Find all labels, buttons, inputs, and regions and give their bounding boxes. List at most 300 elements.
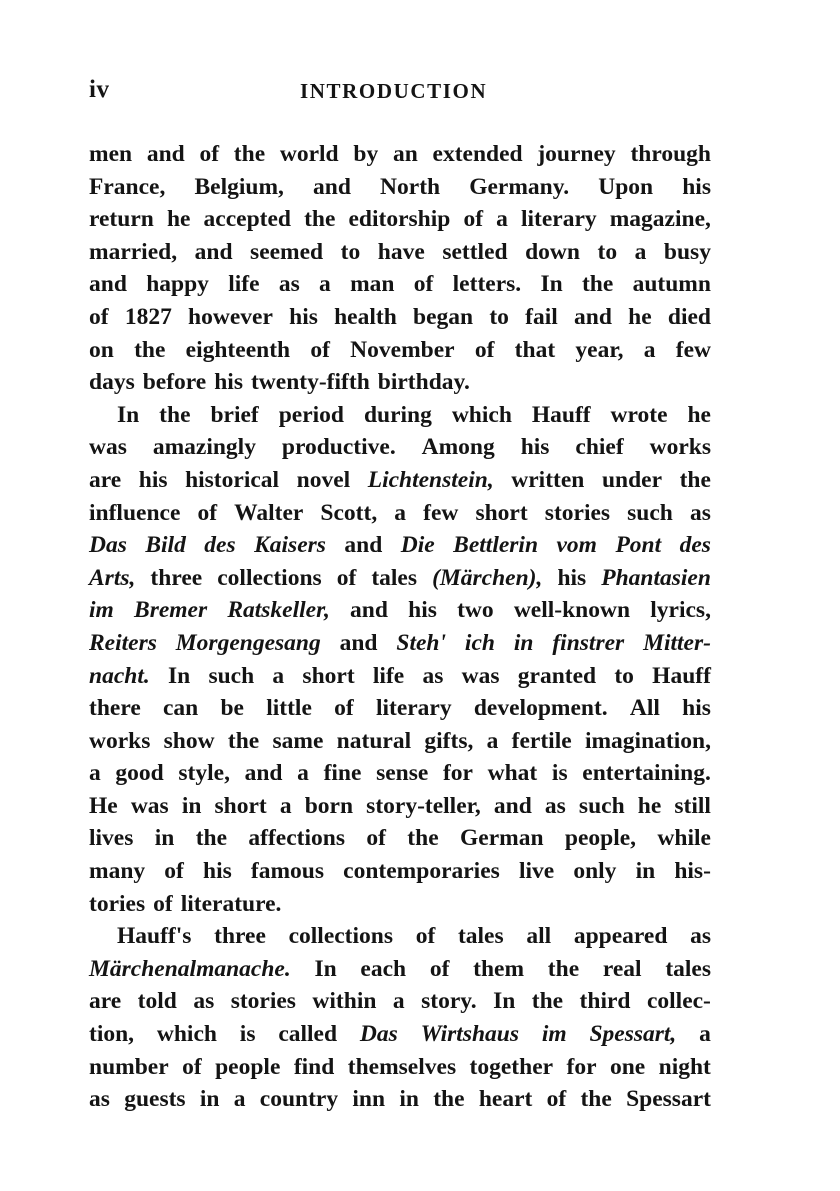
word: the [433,1086,465,1113]
word: life [228,271,260,298]
word: while [657,825,711,852]
word: which [451,401,512,428]
word: of [199,141,220,167]
text-line [89,594,711,627]
word: literary [520,206,597,233]
word: there [89,695,141,722]
word: of [182,1053,202,1080]
word: He [89,792,118,819]
word: as [278,271,300,298]
word: influence [89,499,181,526]
word: autumn [632,271,711,298]
word: people, [564,825,637,852]
word: period [278,401,344,428]
word: of [415,923,436,950]
word: his [203,858,232,885]
word: as [193,988,215,1015]
text-line [89,888,711,921]
word: was [461,662,500,689]
text-line [89,627,711,660]
word: of [310,336,330,363]
word: themselves [347,1053,457,1080]
word: a [486,727,499,754]
italic-word: im [89,597,114,624]
text-line [89,660,711,693]
word: letters. [452,271,522,298]
word: In [493,988,516,1015]
word: sense [376,760,429,787]
word: lives [89,825,134,852]
word: few [675,336,711,363]
word: affections [248,825,345,852]
text-line [89,236,711,269]
word: of [429,955,450,982]
word: Hauff [531,401,591,428]
italic-word: des [679,532,711,559]
word: through [630,141,711,167]
word: for [442,760,473,787]
word: of [546,1086,567,1113]
word: style, [178,760,230,787]
word: In [314,955,337,982]
text-line [89,366,711,399]
word: married, [89,238,178,265]
word: his [289,303,318,330]
word: In [117,401,140,428]
word: the [547,955,580,982]
word: tories [89,890,146,917]
word: contemporaries [343,858,500,885]
word: same [272,727,324,754]
text-line [89,203,711,236]
italic-word: in [513,629,534,656]
word: in [154,825,175,852]
italic-word: Arts, [89,564,136,591]
word: the [233,141,266,167]
word: a [233,1086,246,1113]
word: gifts, [424,727,474,754]
text-line [89,562,711,595]
word: as [689,499,711,526]
word: under [601,466,663,493]
word: collec- [646,988,711,1015]
word: Hauff's [117,923,192,950]
word: the [531,988,564,1015]
word: inn [352,1086,386,1113]
word: In [167,662,191,689]
word: as [690,923,711,950]
word: born [304,792,354,819]
word: story-teller, [366,792,481,819]
word: Walter [234,499,304,526]
word: days [89,369,135,396]
word: to [489,303,509,330]
word: collections [288,923,393,950]
text-line [89,431,711,464]
word: editorship [348,206,451,233]
word: Hauff [652,662,711,689]
italic-word: Steh' [396,629,447,656]
word: of [89,303,109,330]
word: many [89,858,146,885]
word: as [544,792,566,819]
word: was [130,792,169,819]
word: the [134,336,166,363]
word: happy [146,271,209,298]
word: Upon [598,173,654,200]
word: of [474,336,495,363]
word: and [244,760,283,787]
word: the [159,401,191,428]
word: people [215,1053,281,1080]
word: written [511,466,585,493]
word: is [239,1021,256,1048]
word: three [150,564,203,591]
word: fail [525,303,558,330]
word: live [518,858,555,885]
word: on [89,336,114,363]
word: magazine, [609,206,711,233]
word: is [551,760,568,787]
word: he [687,401,711,428]
italic-word: im [541,1021,567,1048]
word: tales [371,564,418,591]
word: productive. [281,434,396,461]
word: man [350,271,395,298]
word: as [89,1086,110,1113]
word: that [514,336,556,363]
text-line [89,497,711,530]
word: of [366,825,386,852]
word: North [380,173,441,200]
text-line [89,334,711,367]
italic-word: Bremer [134,597,208,624]
word: began [413,303,474,330]
word: busy [663,238,711,265]
word: such [578,792,625,819]
word: eighteenth [185,336,291,363]
word: literary [375,695,452,722]
word: a [392,988,405,1015]
word: and [89,271,127,298]
word: of [413,271,434,298]
text-line [89,953,711,986]
word: down [525,238,580,265]
word: are [89,988,122,1015]
word: his [214,369,243,396]
word: accepted [203,206,291,233]
italic-word: Bettlerin [453,532,539,559]
word: Germany. [469,173,570,200]
word: his- [674,858,711,885]
italic-word: Das [359,1021,398,1048]
italic-word: Märchenalmanache. [89,955,291,982]
word: his [682,695,711,722]
word: the [304,206,336,233]
word: together [469,1053,554,1080]
word: historical [185,466,280,493]
word: his [557,564,587,591]
word: a [634,238,647,265]
word: by [353,141,379,167]
text-line [89,529,711,562]
word: a [394,499,407,526]
word: them [473,955,525,982]
text-line [89,399,711,432]
word: of [153,890,173,917]
text-line [89,985,711,1018]
word: in [635,858,656,885]
word: be [220,695,244,722]
word: brief [210,401,259,428]
italic-word: Das [89,532,127,559]
word: and [146,141,185,167]
word: twenty-fifth [250,369,370,396]
word: number [89,1053,169,1080]
italic-word: Mitter- [643,629,711,656]
word: and [339,629,378,656]
word: in [181,792,202,819]
word: chief [575,434,624,461]
word: night [658,1053,711,1080]
word: and [350,597,388,624]
word: and [574,303,612,330]
word: and [344,532,383,559]
word: fine [323,760,362,787]
word: an [392,141,418,167]
word: told [137,988,177,1015]
word: was [89,434,127,461]
word: novel [296,466,351,493]
word: few [423,499,459,526]
word: collections [217,564,322,591]
word: natural [336,727,412,754]
word: men [89,141,133,167]
text-line [89,1018,711,1051]
word: Scott, [320,499,378,526]
word: imagination, [584,727,711,754]
word: a [272,662,285,689]
text-line [89,757,711,790]
word: of [336,564,357,591]
page-number: iv [89,76,110,103]
word: within [312,988,377,1015]
word: of [197,499,218,526]
word: appeared [573,923,668,950]
word: return [89,206,154,233]
word: all [526,923,552,950]
word: 1827 [124,303,172,330]
word: lyrics, [650,597,711,624]
word: find [293,1053,335,1080]
word: literature. [180,890,282,917]
italic-word: Lichtenstein, [367,466,494,493]
word: a [496,206,508,233]
word: can [163,695,199,722]
italic-word: Ratskeller, [227,597,330,624]
word: good [115,760,164,787]
word: which [156,1021,217,1048]
word: one [609,1053,646,1080]
word: In [540,271,563,298]
word: his [408,597,437,624]
italic-word: Phantasien [601,564,711,591]
word: November [350,336,455,363]
word: tion, [89,1021,135,1048]
word: amazingly [152,434,256,461]
italic-word: finstrer [552,629,625,656]
word: the [580,1086,612,1113]
word: health [334,303,397,330]
word: before [142,369,207,396]
word: he [637,792,662,819]
word: called [278,1021,338,1048]
italic-word: des [204,532,236,559]
page-header [89,76,711,106]
text-line [89,725,711,758]
text-line [89,301,711,334]
word: Spessart [626,1086,711,1113]
word: only [573,858,617,885]
word: fertile [511,727,572,754]
word: the [195,825,228,852]
word: seemed [250,238,324,265]
word: as [422,662,444,689]
italic-word: nacht. [89,662,150,689]
word: a [319,271,331,298]
word: each [360,955,407,982]
word: year, [575,336,624,363]
word: in [399,1086,419,1113]
word: during [363,401,432,428]
word: Belgium, [194,173,284,200]
italic-word: Spessart, [589,1021,677,1048]
word: entertaining. [582,760,711,787]
text-line [89,268,711,301]
word: died [667,303,711,330]
word: short [214,792,267,819]
word: however [188,303,273,330]
italic-word: Morgengesang [175,629,321,656]
word: works [89,727,151,754]
word: the [581,271,614,298]
word: a [279,792,292,819]
body-text [89,138,711,1116]
word: his [520,434,550,461]
word: to [597,238,618,265]
word: wrote [610,401,668,428]
word: heart [478,1086,533,1113]
italic-word: Kaisers [254,532,326,559]
word: to [614,662,634,689]
word: extended [432,141,523,167]
text-line [89,1083,711,1116]
word: are [89,466,122,493]
running-head: INTRODUCTION [300,79,488,103]
text-line [89,464,711,497]
word: a [297,760,309,787]
word: three [214,923,266,950]
word: world [279,141,339,167]
word: two [457,597,494,624]
italic-word: ich [464,629,495,656]
word: country [259,1086,339,1113]
word: German [459,825,544,852]
word: to [340,238,361,265]
word: life [372,662,405,689]
word: still [674,792,711,819]
word: granted [517,662,597,689]
word: stories [230,988,296,1015]
italic-word: Wirtshaus [420,1021,519,1048]
word: his [138,466,168,493]
italic-word: vom [556,532,597,559]
word: birthday. [377,369,470,396]
word: he [166,206,191,233]
word: show [163,727,215,754]
word: what [487,760,538,787]
word: have [377,238,425,265]
word: a [89,760,101,787]
word: guests [124,1086,186,1113]
word: stories [544,499,611,526]
word: short [302,662,355,689]
word: a [699,1021,711,1048]
word: third [579,988,631,1015]
word: France, [89,173,166,200]
word: he [628,303,652,330]
word: the [407,825,439,852]
word: a [643,336,656,363]
word: his [682,173,711,200]
word: tales [457,923,504,950]
text-line [89,171,711,204]
text-line [89,692,711,725]
word: story. [421,988,477,1015]
word: settled [442,238,508,265]
word: All [629,695,660,722]
word: tales [665,955,711,982]
italic-word: Bild [145,532,186,559]
word: and [493,792,532,819]
text-line [89,790,711,823]
word: works [649,434,711,461]
word: the [679,466,711,493]
word: short [475,499,528,526]
word: Among [421,434,495,461]
word: famous [250,858,325,885]
word: such [208,662,255,689]
word: of [463,206,484,233]
word: little [266,695,312,722]
word: real [602,955,642,982]
italic-word: (Märchen), [432,564,543,591]
text-line [89,855,711,888]
word: well-known [513,597,631,624]
word: such [627,499,673,526]
text-line [89,1051,711,1084]
text-line [89,920,711,953]
italic-word: Pont [615,532,662,559]
word: in [199,1086,220,1113]
italic-word: Reiters [89,629,157,656]
word: and [313,173,351,200]
word: and [194,238,233,265]
text-line [89,138,711,171]
word: journey [537,141,616,167]
text-line [89,822,711,855]
italic-word: Die [400,532,435,559]
